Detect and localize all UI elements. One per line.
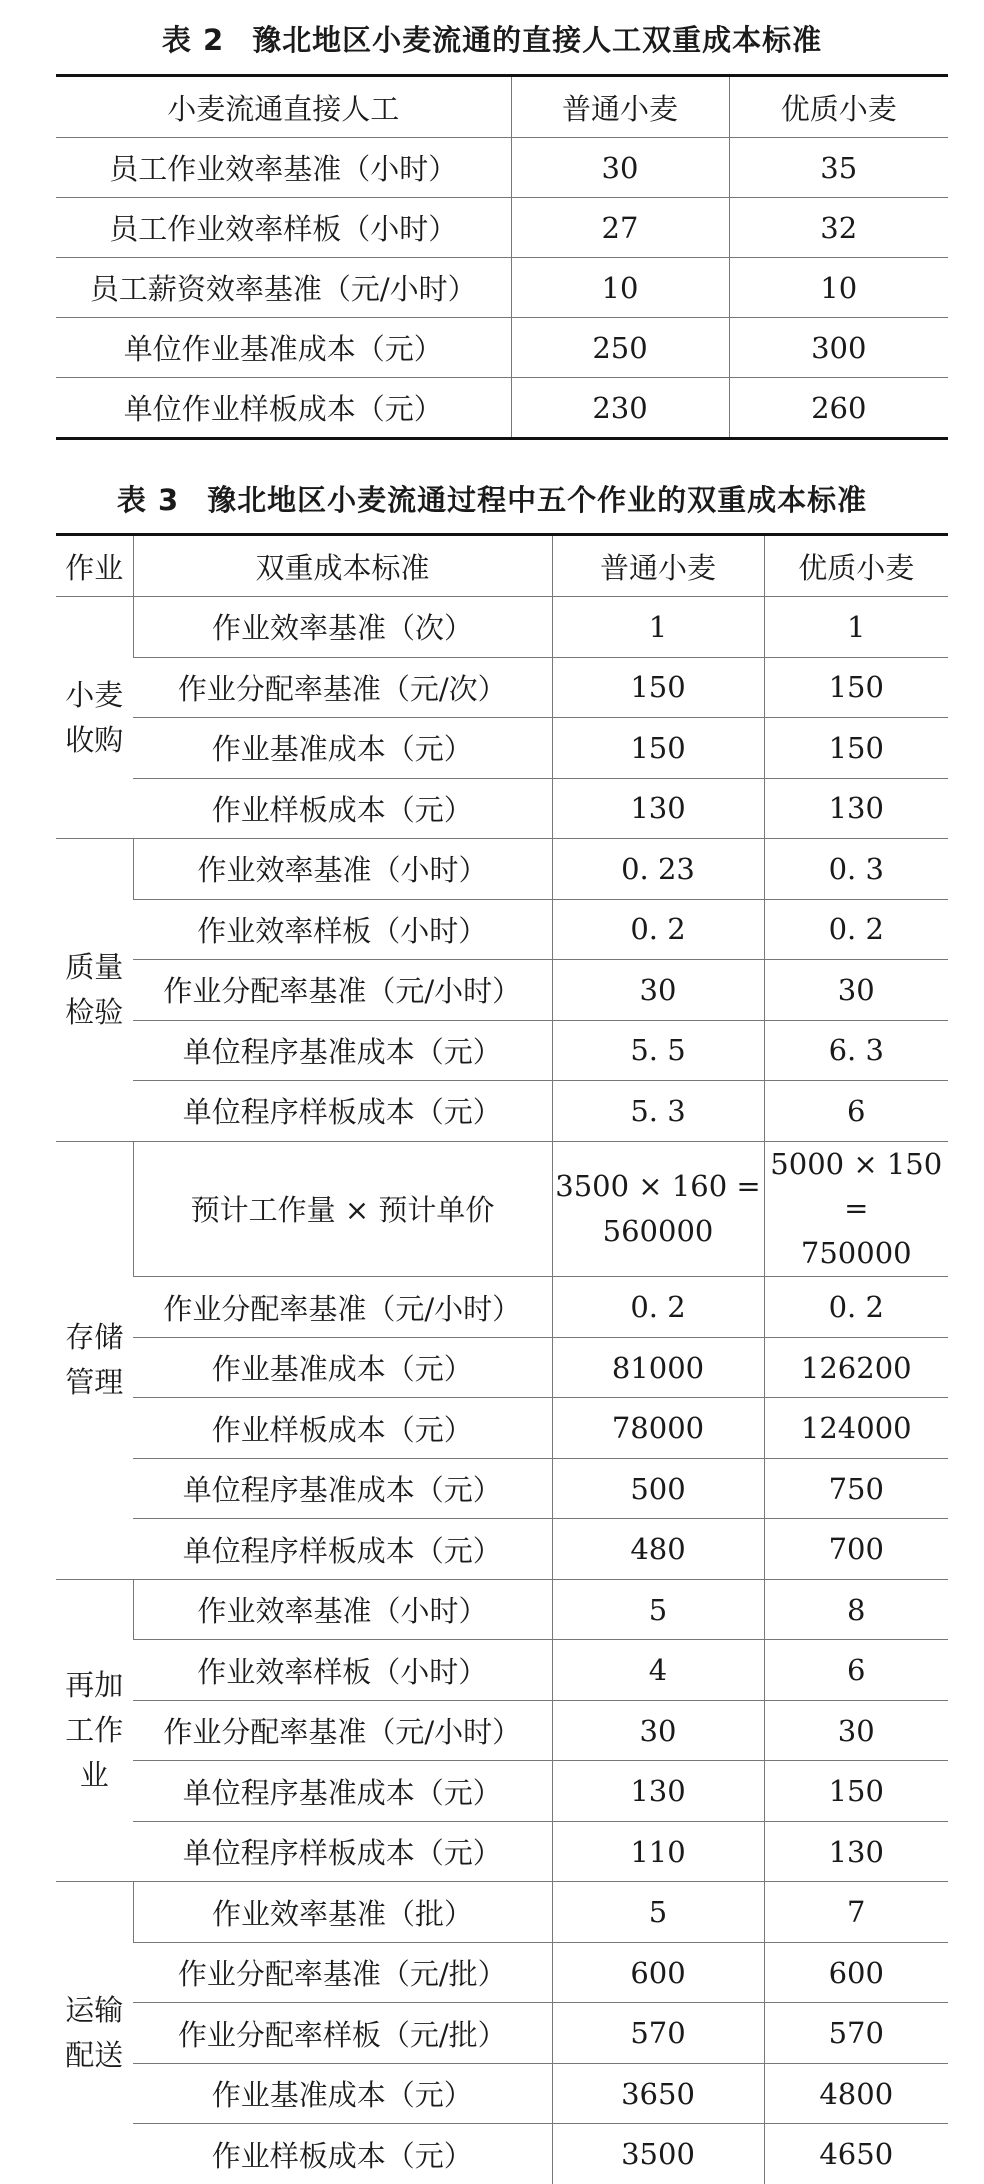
group-name-line: 小麦 — [65, 677, 124, 712]
table3-cell-ordinary: 570 — [552, 2003, 764, 2064]
table2-caption — [0, 18, 984, 59]
group-name-line: 管理 — [65, 1365, 124, 1400]
table3-cell-label: 作业样板成本（元） — [133, 2124, 552, 2184]
table3-cell-premium: 0. 2 — [764, 1277, 948, 1338]
table3-cell-ordinary: 30 — [552, 1700, 764, 1761]
table3-row — [56, 778, 948, 839]
formula-line: 5000 × 150 = — [770, 1146, 943, 1226]
table3-row — [56, 597, 948, 658]
table2-cell-ordinary: 27 — [511, 198, 729, 258]
table3-cell-label: 单位程序样板成本（元） — [133, 1081, 552, 1142]
formula-line: 3500 × 160 = — [555, 1168, 761, 1203]
table3 — [56, 533, 948, 2184]
table2-row — [56, 378, 948, 439]
table3-cell-label: 作业分配率基准（元/批） — [133, 1942, 552, 2003]
table3-cell-label: 单位程序样板成本（元） — [133, 1821, 552, 1882]
table3-cell-ordinary: 130 — [552, 778, 764, 839]
table3-row — [56, 1081, 948, 1142]
group-name-line: 收购 — [65, 722, 124, 757]
table3-row — [56, 1458, 948, 1519]
table3-row — [56, 718, 948, 779]
table3-cell-ordinary: 600 — [552, 1942, 764, 2003]
table3-cell-premium: 124000 — [764, 1398, 948, 1459]
table3-cell-ordinary: 0. 23 — [552, 839, 764, 900]
table2-cell-premium: 260 — [729, 378, 948, 439]
group-name-line: 存储 — [65, 1320, 124, 1355]
table3-cell-ordinary: 130 — [552, 1761, 764, 1822]
table3-cell-ordinary: 4 — [552, 1640, 764, 1701]
table3-number: 表 3 — [116, 483, 180, 517]
table3-cell-ordinary: 5 — [552, 1579, 764, 1640]
group-name-inspection — [56, 839, 133, 1142]
table3-cell-label: 作业效率基准（小时） — [133, 1579, 552, 1640]
table3-cell-ordinary: 81000 — [552, 1337, 764, 1398]
table3-row — [56, 1141, 948, 1277]
table3-cell-ordinary: 30 — [552, 960, 764, 1021]
table3-cell-label: 作业基准成本（元） — [133, 1337, 552, 1398]
table3-cell-label: 作业效率基准（批） — [133, 1882, 552, 1943]
table2-cell-ordinary: 10 — [511, 258, 729, 318]
table3-cell-premium: 126200 — [764, 1337, 948, 1398]
table3-cell-ordinary: 5. 3 — [552, 1081, 764, 1142]
table3-header-cell: 作业 — [65, 550, 124, 585]
table3-cell-premium: 8 — [764, 1579, 948, 1640]
table3-cell-premium: 30 — [764, 1700, 948, 1761]
table3-row — [56, 1761, 948, 1822]
table3-row — [56, 1337, 948, 1398]
formula-line: 750000 — [800, 1236, 912, 1271]
table3-cell-label: 作业样板成本（元） — [133, 778, 552, 839]
table3-cell-label: 作业分配率基准（元/次） — [133, 657, 552, 718]
table3-row — [56, 1020, 948, 1081]
table3-cell-ordinary: 110 — [552, 1821, 764, 1882]
table3-cell-label: 作业效率样板（小时） — [133, 1640, 552, 1701]
table3-cell-ordinary: 500 — [552, 1458, 764, 1519]
table3-cell-ordinary: 150 — [552, 718, 764, 779]
table3-row — [56, 1398, 948, 1459]
table3-cell-premium — [764, 1141, 948, 1277]
table2-cell-premium: 10 — [729, 258, 948, 318]
group-name-transport — [56, 1882, 133, 2184]
table3-cell-premium: 0. 3 — [764, 839, 948, 900]
table2-header-cell: 普通小麦 — [511, 76, 729, 138]
group-name-line: 配送 — [65, 2038, 124, 2073]
table2 — [56, 74, 948, 440]
table3-cell-premium: 150 — [764, 657, 948, 718]
table3-cell-ordinary: 0. 2 — [552, 1277, 764, 1338]
table3-cell-label: 单位程序基准成本（元） — [133, 1020, 552, 1081]
table3-cell-ordinary: 3650 — [552, 2063, 764, 2124]
table3-header-cell: 普通小麦 — [552, 535, 764, 597]
table3-cell-premium: 6. 3 — [764, 1020, 948, 1081]
table2-row — [56, 318, 948, 378]
table3-cell-premium: 4800 — [764, 2063, 948, 2124]
table3-row — [56, 1277, 948, 1338]
table3-cell-label: 作业效率基准（小时） — [133, 839, 552, 900]
table2-row — [56, 138, 948, 198]
table2-cell-ordinary: 230 — [511, 378, 729, 439]
table2-header-cell: 小麦流通直接人工 — [167, 91, 400, 126]
group-name-storage — [56, 1141, 133, 1579]
table3-cell-ordinary: 3500 — [552, 2124, 764, 2184]
table3-row — [56, 1579, 948, 1640]
table2-cell-premium: 300 — [729, 318, 948, 378]
table3-cell-premium: 150 — [764, 718, 948, 779]
table2-header-row — [56, 76, 948, 138]
table3-cell-ordinary: 150 — [552, 657, 764, 718]
table2-cell-label: 单位作业基准成本（元） — [56, 318, 511, 378]
table3-header-cell: 双重成本标准 — [133, 535, 552, 597]
table3-cell-premium: 0. 2 — [764, 899, 948, 960]
table3-cell-label: 作业效率样板（小时） — [133, 899, 552, 960]
table2-cell-premium: 32 — [729, 198, 948, 258]
table2-cell-label: 员工作业效率基准（小时） — [56, 138, 511, 198]
formula-line: 560000 — [602, 1213, 714, 1248]
table3-row — [56, 1700, 948, 1761]
table3-row — [56, 657, 948, 718]
table3-cell-label: 单位程序基准成本（元） — [133, 1761, 552, 1822]
table3-cell-premium: 570 — [764, 2003, 948, 2064]
group-name-line: 运输 — [65, 1993, 124, 2028]
group-name-purchase — [56, 597, 133, 839]
table3-row — [56, 1821, 948, 1882]
table3-row — [56, 2063, 948, 2124]
table3-row — [56, 2003, 948, 2064]
table2-title: 豫北地区小麦流通的直接人工双重成本标准 — [252, 23, 823, 57]
table3-cell-premium: 7 — [764, 1882, 948, 1943]
table3-cell-premium: 4650 — [764, 2124, 948, 2184]
table2-cell-ordinary: 30 — [511, 138, 729, 198]
table3-row — [56, 1519, 948, 1580]
table3-cell-premium: 6 — [764, 1081, 948, 1142]
table3-cell-premium: 1 — [764, 597, 948, 658]
table3-title: 豫北地区小麦流通过程中五个作业的双重成本标准 — [207, 483, 868, 517]
table3-cell-label: 作业分配率基准（元/小时） — [133, 960, 552, 1021]
table3-cell-premium: 150 — [764, 1761, 948, 1822]
table3-cell-label: 作业分配率样板（元/批） — [133, 2003, 552, 2064]
table2-cell-label: 员工薪资效率基准（元/小时） — [56, 258, 511, 318]
table3-cell-ordinary: 480 — [552, 1519, 764, 1580]
group-name-reprocessing — [56, 1579, 133, 1882]
table3-row — [56, 1942, 948, 2003]
table3-cell-premium: 750 — [764, 1458, 948, 1519]
table3-cell-label: 作业基准成本（元） — [133, 718, 552, 779]
table3-header-cell: 优质小麦 — [764, 535, 948, 597]
table3-cell-premium: 130 — [764, 1821, 948, 1882]
table2-cell-label: 单位作业样板成本（元） — [56, 378, 511, 439]
table3-cell-label: 单位程序基准成本（元） — [133, 1458, 552, 1519]
table3-cell-label: 预计工作量 × 预计单价 — [133, 1141, 552, 1277]
table3-cell-ordinary — [552, 1141, 764, 1277]
table3-cell-premium: 700 — [764, 1519, 948, 1580]
table2-cell-premium: 35 — [729, 138, 948, 198]
table2-header-cell: 优质小麦 — [729, 76, 948, 138]
table3-cell-label: 作业基准成本（元） — [133, 2063, 552, 2124]
table3-row — [56, 839, 948, 900]
table3-cell-premium: 30 — [764, 960, 948, 1021]
table3-header-row — [56, 535, 948, 597]
table2-row — [56, 258, 948, 318]
table2-cell-ordinary: 250 — [511, 318, 729, 378]
group-name-line: 工作 — [65, 1713, 124, 1748]
table3-row — [56, 960, 948, 1021]
table3-cell-premium: 600 — [764, 1942, 948, 2003]
table3-row — [56, 2124, 948, 2184]
group-name-line: 检验 — [65, 994, 124, 1029]
table3-cell-premium: 6 — [764, 1640, 948, 1701]
table2-cell-label: 员工作业效率样板（小时） — [56, 198, 511, 258]
table2-number: 表 2 — [161, 23, 225, 57]
table3-cell-label: 作业分配率基准（元/小时） — [133, 1277, 552, 1338]
table2-row — [56, 198, 948, 258]
table3-cell-ordinary: 1 — [552, 597, 764, 658]
table3-cell-ordinary: 78000 — [552, 1398, 764, 1459]
table3-caption — [0, 478, 984, 519]
table3-row — [56, 1640, 948, 1701]
table3-cell-ordinary: 5. 5 — [552, 1020, 764, 1081]
group-name-line: 业 — [79, 1758, 109, 1793]
table3-cell-label: 作业分配率基准（元/小时） — [133, 1700, 552, 1761]
table3-cell-ordinary: 5 — [552, 1882, 764, 1943]
table3-row — [56, 899, 948, 960]
table3-cell-label: 单位程序样板成本（元） — [133, 1519, 552, 1580]
table3-cell-label: 作业样板成本（元） — [133, 1398, 552, 1459]
table3-cell-label: 作业效率基准（次） — [133, 597, 552, 658]
table3-cell-ordinary: 0. 2 — [552, 899, 764, 960]
group-name-line: 再加 — [65, 1668, 124, 1703]
table3-row — [56, 1882, 948, 1943]
table3-cell-premium: 130 — [764, 778, 948, 839]
group-name-line: 质量 — [65, 949, 124, 984]
